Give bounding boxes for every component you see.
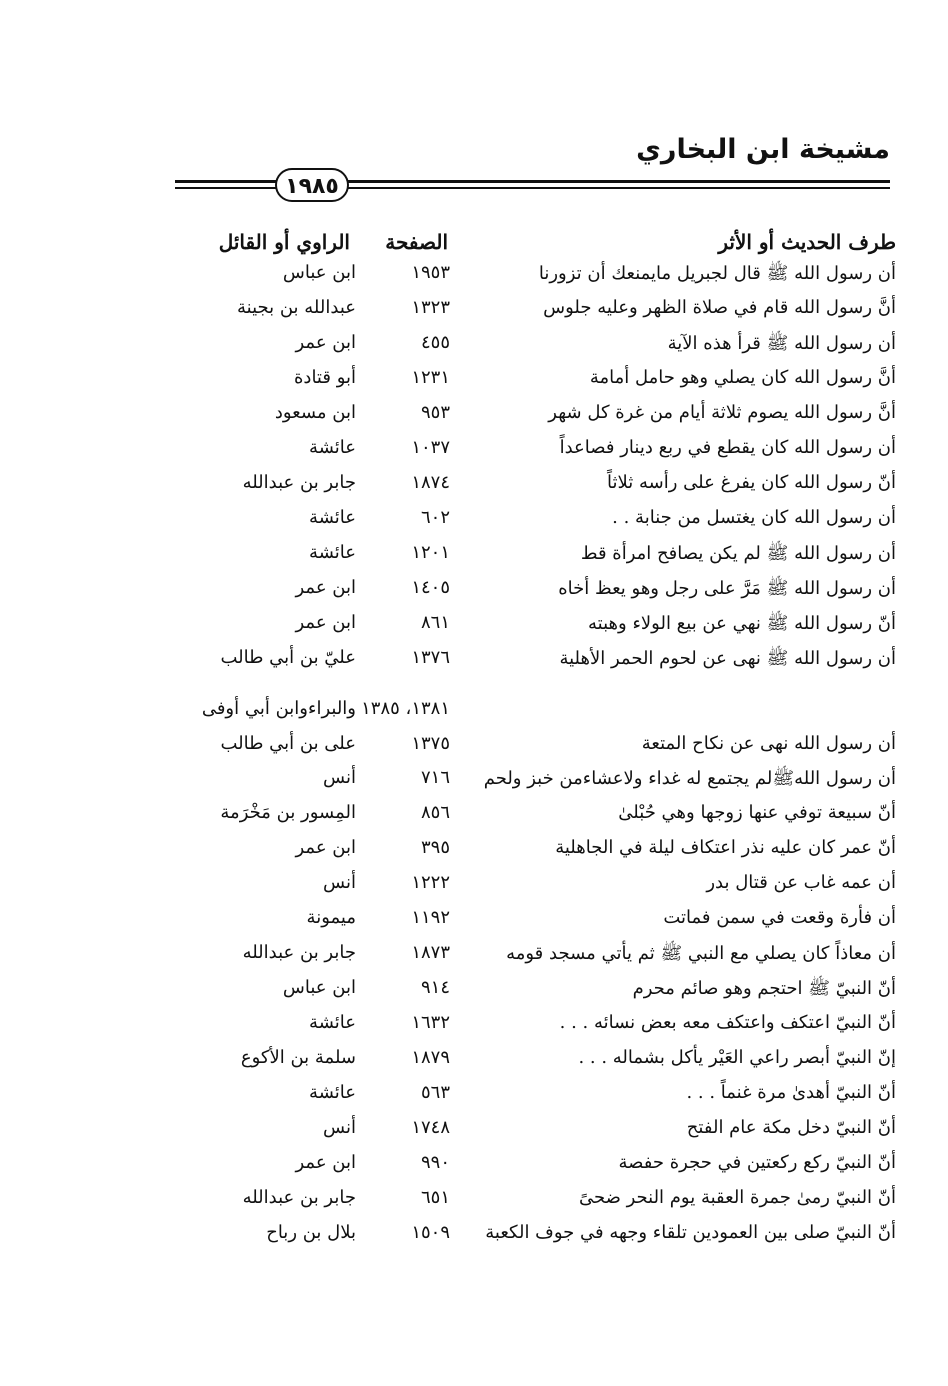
narrator-cell: ابن عمر xyxy=(295,577,356,598)
narrator-cell: ابن مسعود xyxy=(274,402,356,423)
hadith-cell: أن فأرة وقعت في سمن فماتت xyxy=(663,907,896,928)
hadith-cell: إنّ النبيّ أبصر راعي العَيْر يأكل بشماله . . . xyxy=(578,1047,896,1068)
narrator-cell: أنس xyxy=(323,767,356,788)
hadith-cell: أنّ النبيّ دخل مكة عام الفتح xyxy=(686,1117,896,1138)
page-cell: ٩٥٣ xyxy=(420,402,450,423)
narrator-cell: ابن عمر xyxy=(295,1152,356,1173)
table-row xyxy=(0,767,948,801)
hadith-cell: أن رسول الله ﷺ نهى عن لحوم الحمر الأهلية xyxy=(559,648,896,669)
page-number: ١٩٨٥ xyxy=(275,168,349,202)
narrator-cell: أنس xyxy=(323,1117,356,1138)
page-cell: ٣٩٥ xyxy=(420,837,450,858)
narrator-cell: عائشة xyxy=(309,507,356,528)
page-cell: ٩٩٠ xyxy=(420,1152,450,1173)
table-row xyxy=(0,332,948,366)
page-cell: ٩١٤ xyxy=(420,977,450,998)
table-row xyxy=(0,1012,948,1046)
narrator-cell: والبراءوابن أبي أوفى xyxy=(201,698,356,719)
hadith-cell: أن عمه غاب عن قتال بدر xyxy=(706,872,896,893)
table-row xyxy=(0,577,948,611)
table-row xyxy=(0,507,948,541)
hadith-cell: أن رسول الله كان يقطع في ربع دينار فصاعداً xyxy=(559,437,896,458)
hadith-cell: أن معاذاً كان يصلي مع النبي ﷺ ثم يأتي مسجد قومه xyxy=(506,943,896,964)
page-cell: ٦٥١ xyxy=(420,1187,450,1208)
hadith-cell: أن رسول الله ﷺ مَرَّ على رجل وهو يعظ أخاه xyxy=(558,578,896,599)
hadith-cell: أنَّ رسول الله يصوم ثلاثة أيام من غرة كل شهر xyxy=(548,402,896,423)
table-row xyxy=(0,262,948,296)
table-row xyxy=(0,472,948,506)
book-title: مشيخة ابن البخاري xyxy=(636,134,890,165)
page-cell: ١٣٧٦ xyxy=(411,647,450,668)
narrator-cell: سلمة بن الأكوع xyxy=(240,1047,356,1068)
table-row xyxy=(0,942,948,976)
narrator-cell: ميمونة xyxy=(306,907,356,928)
page-cell: ٨٦١ xyxy=(420,612,450,633)
page-cell: ١٤٠٥ xyxy=(411,577,450,598)
hadith-cell: أنّ النبيّ اعتكف واعتكف معه بعض نسائه . . . xyxy=(559,1012,896,1033)
hadith-cell: أنّ النبيّ أهدىٰ مرة غنماً . . . xyxy=(686,1082,896,1103)
hadith-cell: أنّ عمر كان عليه نذر اعتكاف ليلة في الجاهلية xyxy=(555,837,896,858)
table-row xyxy=(0,733,948,767)
table-row xyxy=(0,402,948,436)
table-row xyxy=(0,1047,948,1081)
page-cell: ٨٥٦ xyxy=(420,802,450,823)
narrator-cell: أبو قتادة xyxy=(294,367,356,388)
page-cell: ١٨٧٣ xyxy=(411,942,450,963)
page-cell: ١٢٣١ xyxy=(411,367,450,388)
page-cell: ١٥٠٩ xyxy=(411,1222,450,1243)
table-row xyxy=(0,612,948,646)
table-row xyxy=(0,367,948,401)
narrator-cell: جابر بن عبدالله xyxy=(242,1187,356,1208)
table-row xyxy=(0,1152,948,1186)
column-header-page: الصفحة xyxy=(385,230,448,254)
narrator-cell: ابن عباس xyxy=(282,977,356,998)
hadith-cell: أنّ رسول الله ﷺ نهي عن بيع الولاء وهبته xyxy=(588,613,896,634)
hadith-cell: أنّ النبيّ رمىٰ جمرة العقبة يوم النحر ضحىً xyxy=(578,1187,896,1208)
hadith-cell: أنَّ رسول الله كان يصلي وهو حامل أمامة xyxy=(589,367,896,388)
table-row xyxy=(0,1187,948,1221)
table-row xyxy=(0,542,948,576)
narrator-cell: جابر بن عبدالله xyxy=(242,472,356,493)
hadith-cell: أن رسول اللهﷺلم يجتمع له غداء ولاعشاءمن خبز ولحم xyxy=(483,768,896,789)
page-cell: ١٦٣٢ xyxy=(411,1012,450,1033)
narrator-cell: عائشة xyxy=(309,437,356,458)
hadith-cell: أن رسول الله كان يغتسل من جنابة . . xyxy=(612,507,896,528)
page-cell: ١٣٢٣ xyxy=(411,297,450,318)
hadith-cell: أنّ سبيعة توفي عنها زوجها وهي حُبْلىٰ xyxy=(618,802,896,823)
narrator-cell: بلال بن رباح xyxy=(266,1222,356,1243)
page-cell: ١٣٨١، ١٣٨٥ xyxy=(361,698,450,719)
table-row xyxy=(0,647,948,681)
table-row xyxy=(0,1222,948,1256)
page-cell: ١٢٠١ xyxy=(411,542,450,563)
hadith-cell: أنّ النبيّ ﷺ احتجم وهو صائم محرم xyxy=(632,978,896,999)
hadith-cell: أن رسول الله ﷺ قال لجبريل مايمنعك أن تزورنا xyxy=(538,263,896,284)
table-row xyxy=(0,1082,948,1116)
table-row xyxy=(0,872,948,906)
narrator-cell: ابن عباس xyxy=(282,262,356,283)
hadith-cell: أنَّ رسول الله قام في صلاة الظهر وعليه جلوس xyxy=(543,297,896,318)
table-row xyxy=(0,837,948,871)
hadith-cell: أن رسول الله نهى عن نكاح المتعة xyxy=(641,733,896,754)
page-cell: ٧١٦ xyxy=(420,767,450,788)
page-cell: ٦٠٢ xyxy=(420,507,450,528)
table-row xyxy=(0,698,948,732)
narrator-cell: جابر بن عبدالله xyxy=(242,942,356,963)
page-cell: ١٧٤٨ xyxy=(411,1117,450,1138)
column-header-hadith: طرف الحديث أو الأثر xyxy=(718,230,896,254)
page-cell: ١١٩٢ xyxy=(411,907,450,928)
narrator-cell: عائشة xyxy=(309,1012,356,1033)
page-cell: ١٢٢٢ xyxy=(411,872,450,893)
page-cell: ١٣٧٥ xyxy=(411,733,450,754)
hadith-cell: أنّ النبيّ صلى بين العمودين تلقاء وجهه في جوف الكعبة xyxy=(485,1222,896,1243)
narrator-cell: عليّ بن أبي طالب xyxy=(220,647,356,668)
page-cell: ١٩٥٣ xyxy=(411,262,450,283)
page-cell: ٤٥٥ xyxy=(420,332,450,353)
narrator-cell: عائشة xyxy=(309,1082,356,1103)
narrator-cell: عبدالله بن بجينة xyxy=(236,297,356,318)
table-row xyxy=(0,907,948,941)
table-row xyxy=(0,977,948,1011)
page-cell: ١٠٣٧ xyxy=(411,437,450,458)
header-rule xyxy=(175,168,890,206)
page-cell: ٥٦٣ xyxy=(420,1082,450,1103)
table-row xyxy=(0,297,948,331)
narrator-cell: ابن عمر xyxy=(295,332,356,353)
table-row xyxy=(0,1117,948,1151)
narrator-cell: أنس xyxy=(323,872,356,893)
hadith-cell: أن رسول الله ﷺ لم يكن يصافح امرأة قط xyxy=(580,543,896,564)
narrator-cell: ابن عمر xyxy=(295,837,356,858)
hadith-cell: أنّ رسول الله كان يفرغ على رأسه ثلاثاً xyxy=(607,472,896,493)
table-row xyxy=(0,802,948,836)
hadith-cell: أن رسول الله ﷺ قرأ هذه الآية xyxy=(667,333,896,354)
page-cell: ١٨٧٩ xyxy=(411,1047,450,1068)
table-row xyxy=(0,437,948,471)
page-cell: ١٨٧٤ xyxy=(411,472,450,493)
narrator-cell: عائشة xyxy=(309,542,356,563)
column-header-narrator: الراوي أو القائل xyxy=(218,230,350,254)
narrator-cell: المِسور بن مَخْرَمة xyxy=(220,802,356,823)
hadith-cell: أنّ النبيّ ركع ركعتين في حجرة حفصة xyxy=(618,1152,896,1173)
narrator-cell: ابن عمر xyxy=(295,612,356,633)
narrator-cell: على بن أبي طالب xyxy=(220,733,356,754)
